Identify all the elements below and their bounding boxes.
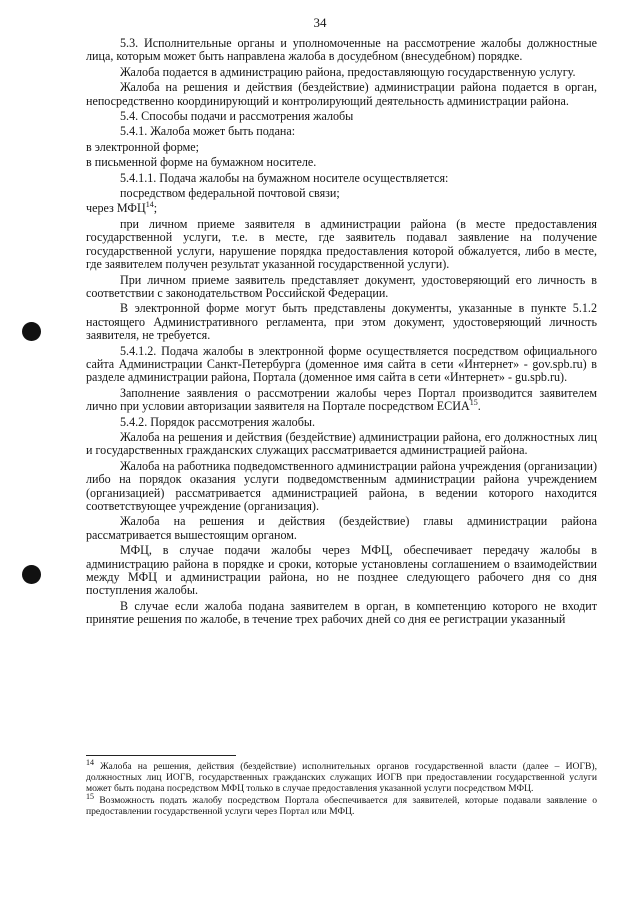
paragraph: Жалоба на решения и действия (бездействие) администрации района, его должностных лиц и государственных гражданских служащих рассматривается администрацией района. xyxy=(86,429,597,458)
paragraph: При личном приеме заявитель представляет документ, удостоверяющий его личность в соответствии с законодательством Российской Федерации. xyxy=(86,272,597,300)
footnotes xyxy=(86,755,597,819)
document-body xyxy=(86,37,597,629)
paragraph: МФЦ, в случае подачи жалобы через МФЦ, обеспечивает передачу жалобы в администрацию района в порядке и сроки, которые установлены соглашением о взаимодействии между МФЦ и администрации района, но не позднее следующего рабочего дня со дня поступления жалобы. xyxy=(86,543,597,598)
esia-text: Заполнение заявления о рассмотрении жалобы через Портал производится заявителем лично при условии авторизации заявителя на Портале посредством ЕСИА xyxy=(86,385,597,414)
paragraph: 5.4.1.1. Подача жалобы на бумажном носителе осуществляется: xyxy=(120,170,449,185)
footnote: $^{14}$ Жалоба на решения, действия (бездействие) исполнительных органов государственной власти (далее – ИОГВ), должностных лиц ИОГВ, государственных гражданских служащих ИОГВ при предоставлении государственной услуги может быть подана посредством МФЦ только в случае предоставления указанной услуги посредством МФЦ. xyxy=(86,757,597,794)
paragraph: Жалоба на решения и действия (бездействие) главы администрации района рассматривается вышестоящим органом. xyxy=(86,514,597,542)
punch-hole xyxy=(22,322,41,341)
list-item: в письменной форме на бумажном носителе. xyxy=(86,155,317,170)
section-heading: 5.4.2. Порядок рассмотрения жалобы. xyxy=(120,414,316,429)
paragraph: В электронной форме могут быть представлены документы, указанные в пункте 5.1.2 настоящего Административного регламента, при этом документ, удостоверяющий личность заявителя, не требуется. xyxy=(86,301,597,343)
paragraph: 5.3. Исполнительные органы и уполномоченные на рассмотрение жалобы должностные лица, которым может быть направлена жалоба в досудебном (внесудебном) порядке. xyxy=(86,36,597,64)
paragraph: В случае если жалоба подана заявителем в орган, в компетенцию которого не входит принятие решения по жалобе, в течение трех рабочих дней со дня ее регистрации указанный xyxy=(86,598,597,627)
footnote-marker: 14 xyxy=(86,757,94,767)
paragraph: при личном приеме заявителя в администрации района (в месте предоставления государственной услуги, т.е. в месте, где заявитель подавал заявление на получение государственной услуги, нарушение порядка предоставления которой обжалуется, либо в месте, где заявителем получен результат указанной государственной услуги). xyxy=(86,216,597,272)
footnote-marker: 15 xyxy=(86,791,94,801)
paragraph: Жалоба на решения и действия (бездействие) администрации района подается в орган, непосредственно координирующий и контролирующий деятельность администрации района. xyxy=(86,80,597,108)
paragraph: Заполнение заявления о рассмотрении жалобы через Портал производится заявителем лично при условии авторизации заявителя на Портале посредством ЕСИА$^{15}$. xyxy=(86,385,597,414)
mfc-text: через МФЦ xyxy=(86,201,146,216)
footnote-separator xyxy=(86,755,236,756)
footnote-ref[interactable]: 14 xyxy=(145,200,154,210)
page-number: 34 xyxy=(313,15,327,30)
list-item: посредством федеральной почтовой связи; xyxy=(120,186,340,201)
footnote: $^{15}$ Возможность подать жалобу посредством Портала обеспечивается для заявителей, которые подавали заявление о предоставлении государственной услуги через Портал или МФЦ. xyxy=(86,791,597,817)
punch-hole xyxy=(22,565,41,584)
footnote-ref[interactable]: 15 xyxy=(469,398,478,408)
paragraph: Жалоба на работника подведомственного администрации района учреждения (организации) либо на порядок оказания услуги подведомственным администрации района учреждением (организацией) рассматривается администрацией района, в ведении которого находится соответствующее учреждение (организация). xyxy=(86,458,597,513)
paragraph: 5.4.1. Жалоба может быть подана: xyxy=(120,124,296,139)
list-item: через МФЦ$^{14}$; xyxy=(86,200,158,216)
paragraph: Жалоба подается в администрацию района, предоставляющую государственную услугу. xyxy=(120,64,576,79)
list-item: в электронной форме; xyxy=(86,139,199,154)
section-heading: 5.4. Способы подачи и рассмотрения жалобы xyxy=(120,109,354,124)
paragraph: 5.4.1.2. Подача жалобы в электронной форме осуществляется посредством официального сайта Администрации Санкт-Петербурга (доменное имя сайта в сети «Интернет» - gov.spb.ru) в разделе администрации района, Портала (доменное имя сайта в сети «Интернет» - gu.spb.ru). xyxy=(86,343,597,385)
